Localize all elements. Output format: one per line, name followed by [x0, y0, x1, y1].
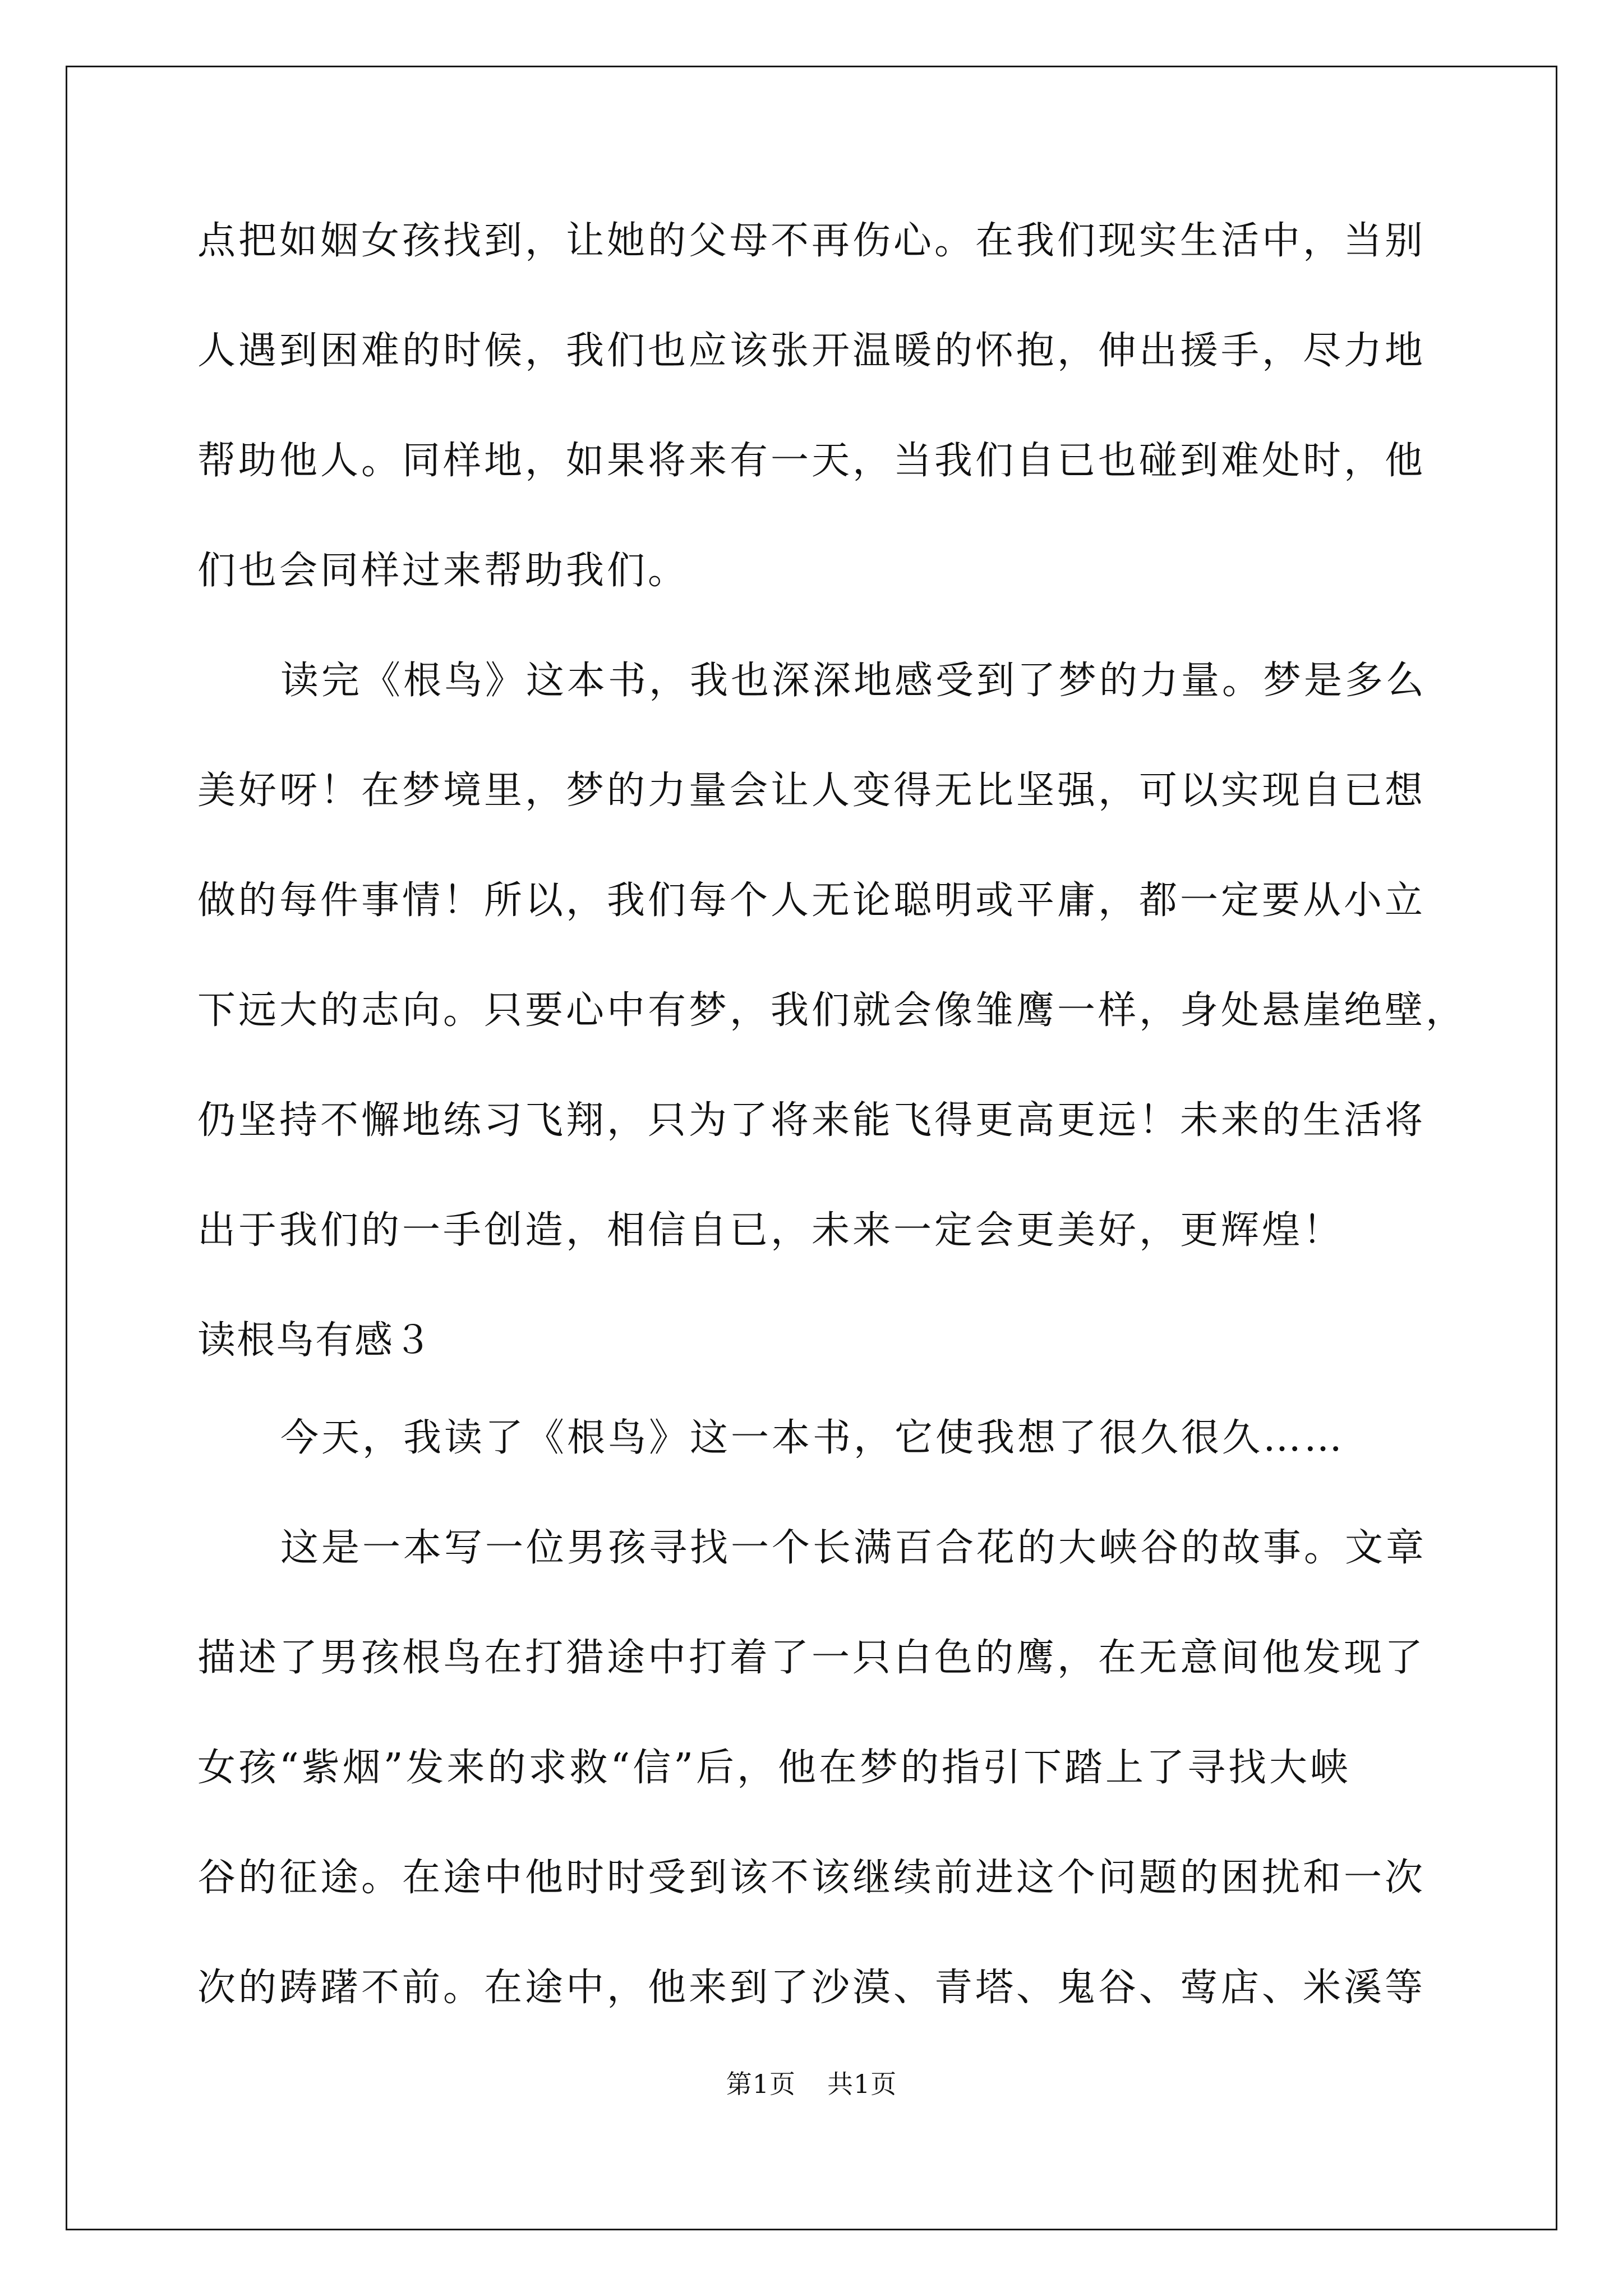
text-line: 美好呀！在梦境里，梦的力量会让人变得无比坚强，可以实现自已想 [197, 769, 1426, 813]
paragraph-first-line: 读完《根鸟》这本书，我也深深地感受到了梦的力量。梦是多么 [280, 659, 1427, 703]
text-line: 帮助他人。同样地，如果将来有一天，当我们自已也碰到难处时，他 [197, 439, 1426, 483]
paragraph-first-line: 今天，我读了《根鸟》这一本书，它使我想了很久很久…… [280, 1416, 1345, 1460]
document-body [197, 219, 1467, 2078]
text-line: 出于我们的一手创造，相信自已，未来一定会更美好，更辉煌！ [197, 1208, 1344, 1253]
text-line: 次的踌躇不前。在途中，他来到了沙漠、青塔、鬼谷、莺店、米溪等 [197, 1966, 1426, 2010]
text-line: 们也会同样过来帮助我们。 [197, 549, 689, 593]
text-line: 女孩“紫烟”发来的求救“信”后，他在梦的指引下踏上了寻找大峡 [197, 1746, 1352, 1790]
page-footer [0, 2070, 1623, 2098]
text-line: 下远大的志向。只要心中有梦，我们就会像雏鹰一样，身处悬崖绝壁， [197, 988, 1467, 1033]
section-heading: 读根鸟有感３ [197, 1318, 434, 1363]
text-line: 谷的征途。在途中他时时受到该不该继续前进这个问题的困扰和一次 [197, 1856, 1426, 1900]
text-line: 描述了男孩根鸟在打猎途中打着了一只白色的鹰，在无意间他发现了 [197, 1636, 1426, 1680]
page-number: 第1页 [726, 2069, 796, 2099]
text-line: 做的每件事情！所以，我们每个人无论聪明或平庸，都一定要从小立 [197, 878, 1426, 923]
text-line: 仍坚持不懈地练习飞翔，只为了将来能飞得更高更远！未来的生活将 [197, 1098, 1426, 1143]
text-line: 点把如姻女孩找到，让她的父母不再伤心。在我们现实生活中，当别 [197, 219, 1426, 263]
text-line: 人遇到困难的时候，我们也应该张开温暖的怀抱，伸出援手，尽力地 [197, 329, 1426, 373]
paragraph-first-line: 这是一本写一位男孩寻找一个长满百合花的大峡谷的故事。文章 [280, 1526, 1427, 1570]
page-total: 共1页 [827, 2069, 897, 2099]
